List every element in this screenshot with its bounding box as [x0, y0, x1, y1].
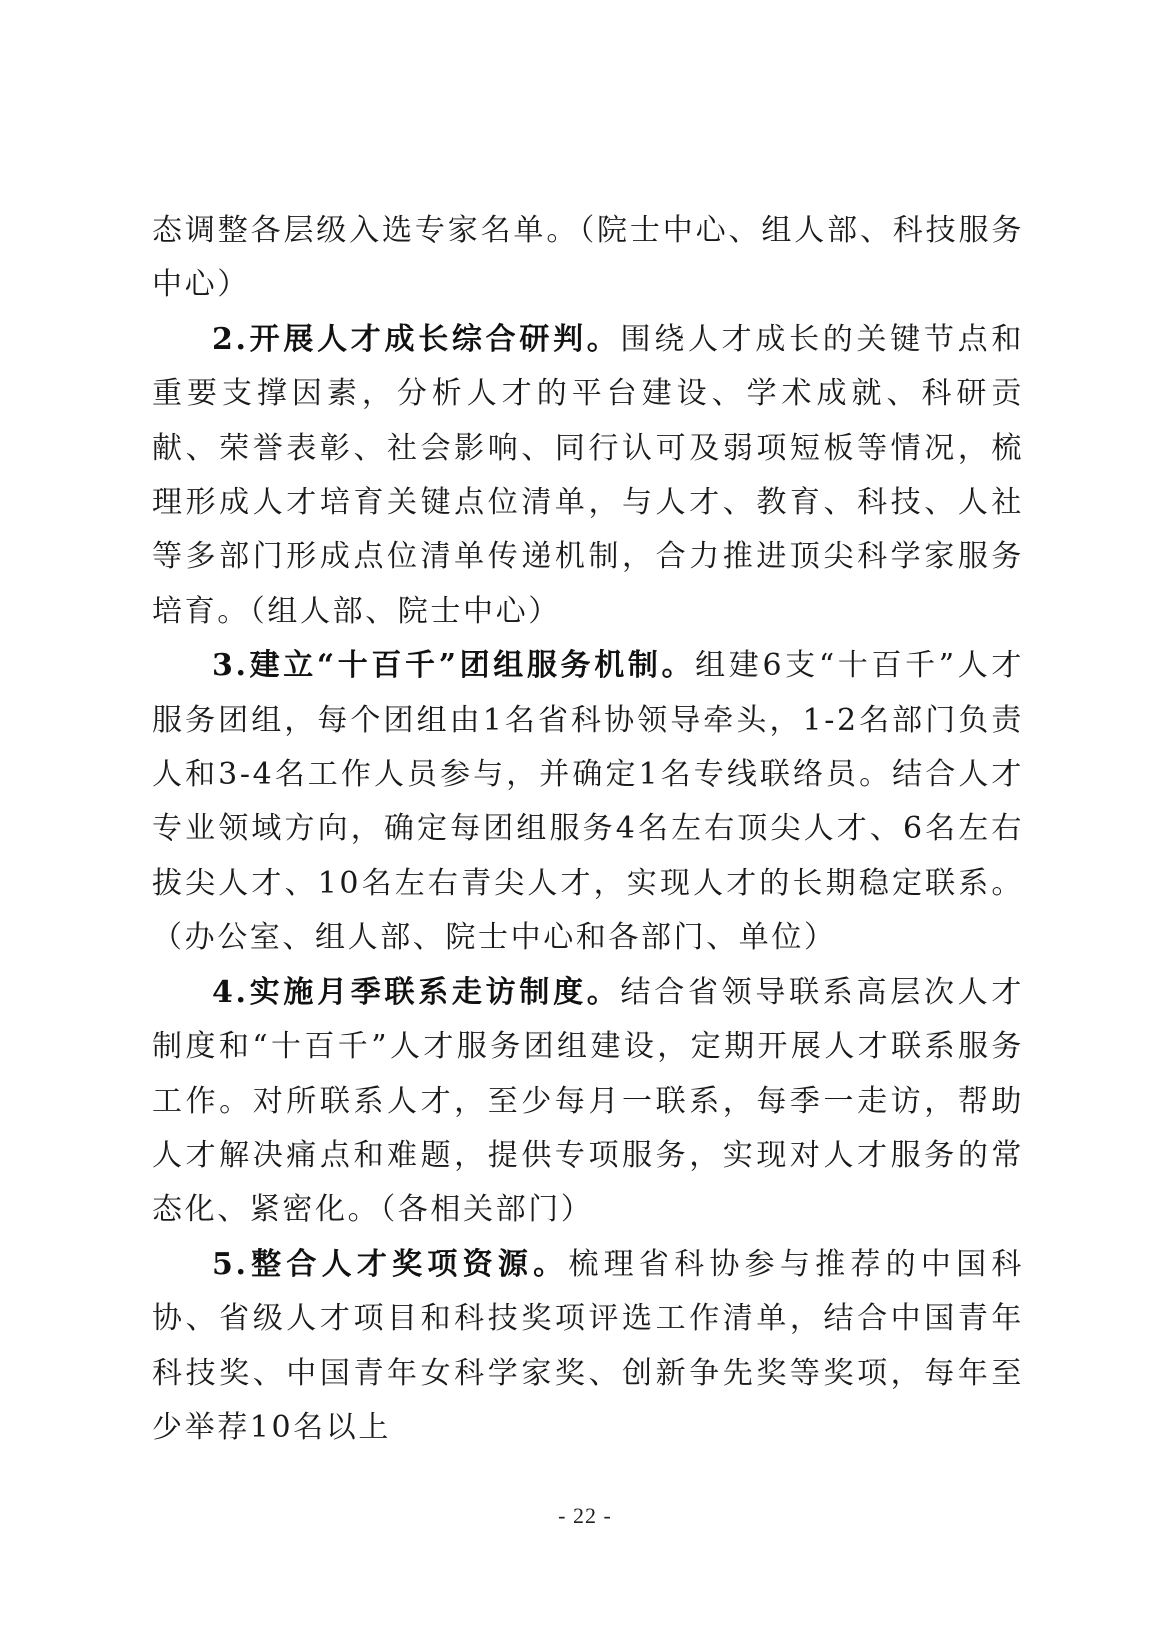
paragraph-text: 态调整各层级入选专家名单。（院士中心、组人部、科技服务中心）: [152, 213, 1024, 303]
paragraph-continuation: [152, 204, 1024, 313]
paragraph-item-5: [152, 1238, 1024, 1456]
paragraph-text: 梳理省科协参与推荐的中国科协、省级人才项目和科技奖项评选工作清单，结合中国青年科技奖、中国青年女科学家奖、创新争先奖等奖项，每年至少举荐10名以上: [152, 1246, 1024, 1445]
body-text: [152, 204, 1024, 1455]
paragraph-text: 结合省领导联系高层次人才制度和“十百千”人才服务团组建设，定期开展人才联系服务工作。对所联系人才，至少每月一联系，每季一走访，帮助人才解决痛点和难题，提供专项服务，实现对人才服务的常态化、紧密化。（各相关部门）: [152, 974, 1024, 1228]
page-number: - 22 -: [558, 1503, 612, 1528]
paragraph-item-3: [152, 639, 1024, 965]
paragraph-heading: 5.整合人才奖项资源。: [212, 1246, 569, 1282]
paragraph-heading: 4.实施月季联系走访制度。: [212, 974, 621, 1010]
paragraph-text: 围绕人才成长的关键节点和重要支撑因素，分析人才的平台建设、学术成就、科研贡献、荣誉表彰、社会影响、同行认可及弱项短板等情况，梳理形成人才培育关键点位清单，与人才、教育、科技、人社等多部门形成点位清单传递机制，合力推进顶尖科学家服务培育。（组人部、院士中心）: [152, 321, 1024, 629]
paragraph-text: 组建6支“十百千”人才服务团组，每个团组由1名省科协领导牵头，1-2名部门负责人和3-4名工作人员参与，并确定1名专线联络员。结合人才专业领域方向，确定每团组服务4名左右顶尖人才、6名左右拔尖人才、10名左右青尖人才，实现人才的长期稳定联系。（办公室、组人部、院士中心和各部门、单位）: [152, 648, 1024, 956]
paragraph-heading: 2.开展人才成长综合研判。: [212, 321, 621, 357]
paragraph-item-4: [152, 966, 1024, 1238]
paragraph-heading: 3.建立“十百千”团组服务机制。: [212, 648, 696, 684]
paragraph-item-2: [152, 313, 1024, 639]
